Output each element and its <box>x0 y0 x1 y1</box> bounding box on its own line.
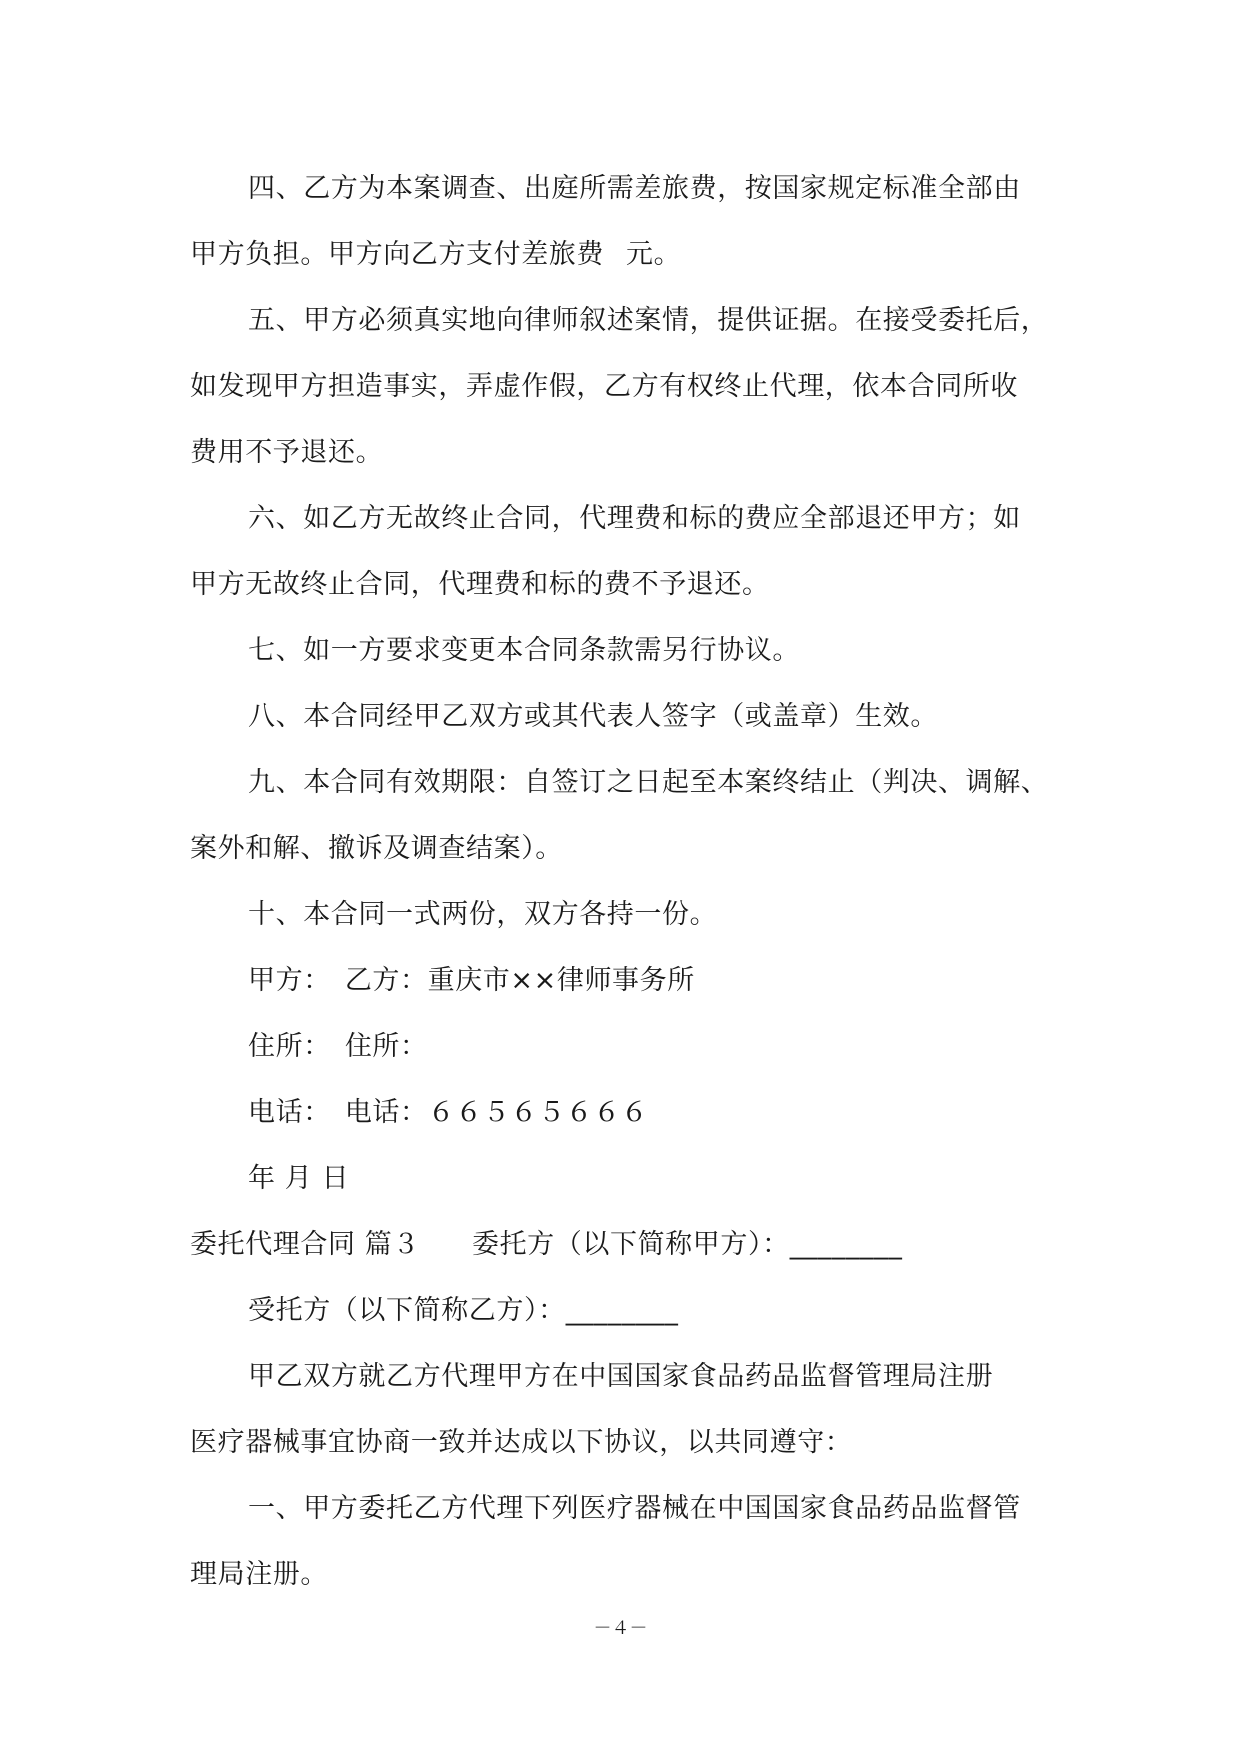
paragraph-line <box>190 354 1060 420</box>
text-line: 案外和解、撤诉及调查结案）。 <box>190 833 563 864</box>
paragraph-line <box>190 486 1060 552</box>
text-line: 理局注册。 <box>190 1559 328 1590</box>
signature-line-address <box>190 1014 1060 1080</box>
client-blank: ________ <box>789 1229 903 1260</box>
page-number: －４－ <box>593 1618 648 1639</box>
date-label: 年 月 日 <box>248 1163 350 1194</box>
agent-blank: ________ <box>565 1295 679 1326</box>
client-label: 委托方（以下简称甲方）： <box>471 1229 790 1260</box>
text-line: 甲方无故终止合同，代理费和标的费不予退还。 <box>190 569 770 600</box>
paragraph-line <box>190 1344 1060 1410</box>
text-line: 四、乙方为本案调查、出庭所需差旅费，按国家规定标准全部由 <box>248 173 1021 204</box>
paragraph-line <box>190 882 1060 948</box>
text-line: 甲乙双方就乙方代理甲方在中国国家食品药品监督管理局注册 <box>248 1361 994 1392</box>
text-line: 元。 <box>626 239 682 270</box>
text-line: 费用不予退还。 <box>190 437 384 468</box>
text-line: 如发现甲方担造事实，弄虚作假，乙方有权终止代理，依本合同所收 <box>190 371 1018 402</box>
paragraph-line <box>190 222 1060 288</box>
text-line: 一、甲方委托乙方代理下列医疗器械在中国国家食品药品监督管 <box>248 1493 1021 1524</box>
party-b-label: 乙方：重庆市××律师事务所 <box>344 965 695 996</box>
paragraph-line <box>190 816 1060 882</box>
paragraph-line <box>190 156 1060 222</box>
paragraph-line <box>190 750 1060 816</box>
signature-line-phone <box>190 1080 1060 1146</box>
paragraph-line <box>190 618 1060 684</box>
paragraph-line <box>190 1410 1060 1476</box>
text-line: 甲方负担。甲方向乙方支付差旅费 <box>190 239 604 270</box>
paragraph-line <box>190 684 1060 750</box>
party-b-phone: 电话：６６５６５６６６ <box>344 1097 649 1128</box>
text-line: 九、本合同有效期限：自签订之日起至本案终结止（判决、调解、 <box>248 767 1049 798</box>
paragraph-line <box>190 420 1060 486</box>
section-heading-line <box>190 1212 1060 1278</box>
paragraph-line <box>190 1278 1060 1344</box>
section-heading: 委托代理合同 篇３ <box>190 1229 420 1260</box>
paragraph-line <box>190 1542 1060 1608</box>
text-line: 十、本合同一式两份，双方各持一份。 <box>248 899 718 930</box>
party-a-address-label: 住所： <box>248 1031 331 1062</box>
text-line: 七、如一方要求变更本合同条款需另行协议。 <box>248 635 800 666</box>
party-a-phone-label: 电话： <box>248 1097 331 1128</box>
party-a-label: 甲方： <box>248 965 331 996</box>
text-line: 六、如乙方无故终止合同，代理费和标的费应全部退还甲方；如 <box>248 503 1021 534</box>
agent-label: 受托方（以下简称乙方）： <box>248 1295 566 1326</box>
text-line: 五、甲方必须真实地向律师叙述案情，提供证据。在接受委托后， <box>248 305 1049 336</box>
text-line: 医疗器械事宜协商一致并达成以下协议，以共同遵守： <box>190 1427 853 1458</box>
signature-line-date <box>190 1146 1060 1212</box>
document-body <box>190 156 1060 1608</box>
paragraph-line <box>190 552 1060 618</box>
text-line: 八、本合同经甲乙双方或其代表人签字（或盖章）生效。 <box>248 701 938 732</box>
paragraph-line <box>190 1476 1060 1542</box>
party-b-address-label: 住所： <box>344 1031 428 1062</box>
signature-line-party <box>190 948 1060 1014</box>
paragraph-line <box>190 288 1060 354</box>
